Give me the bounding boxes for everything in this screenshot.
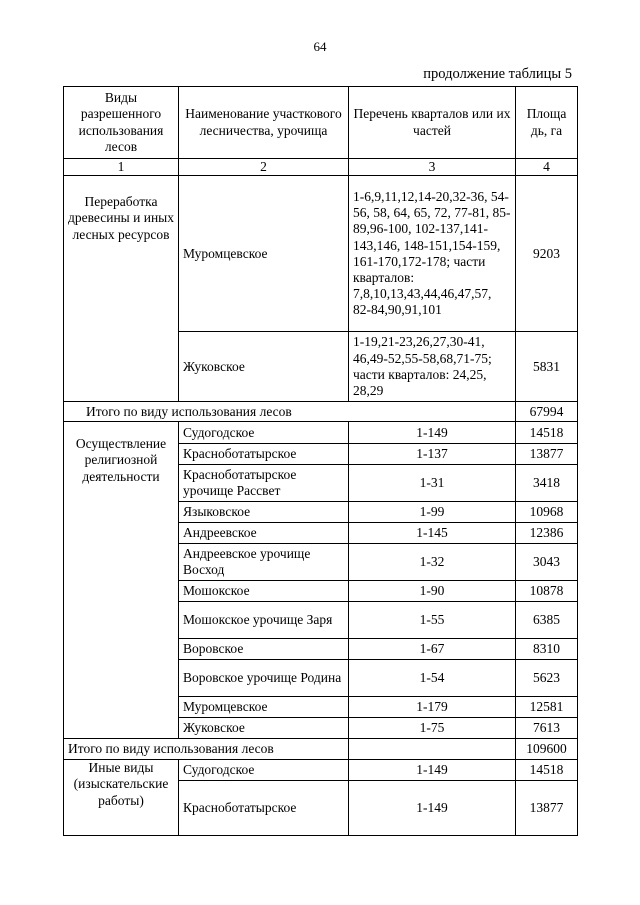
forestry-name: Красноботатырское bbox=[179, 444, 349, 465]
continuation-label: продолжение таблицы 5 bbox=[423, 66, 572, 82]
area-value: 13877 bbox=[516, 444, 578, 465]
quarters-list: 1-19,21-23,26,27,30-41, 46,49-52,55-58,68,71-75; части кварталов: 24,25, 28,29 bbox=[349, 332, 516, 402]
forestry-name: Мошокское bbox=[179, 581, 349, 602]
quarters-list: 1-31 bbox=[349, 465, 516, 502]
use-type-cell: Осуществление религиозной деятельности bbox=[64, 422, 179, 739]
quarters-list: 1-137 bbox=[349, 444, 516, 465]
forestry-name: Судогодское bbox=[179, 422, 349, 444]
forestry-name: Судогодское bbox=[179, 760, 349, 781]
area-value: 3418 bbox=[516, 465, 578, 502]
area-value: 5623 bbox=[516, 660, 578, 697]
forestry-name: Красноботатырское bbox=[179, 781, 349, 836]
area-value: 10968 bbox=[516, 502, 578, 523]
column-numbers-row bbox=[64, 159, 578, 176]
col-number: 2 bbox=[179, 159, 349, 176]
forestry-name: Муромцевское bbox=[179, 176, 349, 332]
quarters-list: 1-99 bbox=[349, 502, 516, 523]
area-value: 6385 bbox=[516, 602, 578, 639]
total-label: Итого по виду использования лесов bbox=[64, 402, 516, 422]
col-number: 3 bbox=[349, 159, 516, 176]
area-value: 12581 bbox=[516, 697, 578, 718]
header-use-type: Виды разрешенного использования лесов bbox=[64, 87, 179, 159]
quarters-list: 1-32 bbox=[349, 544, 516, 581]
total-label: Итого по виду использования лесов bbox=[64, 739, 349, 760]
quarters-list: 1-145 bbox=[349, 523, 516, 544]
forestry-name: Жуковское bbox=[179, 332, 349, 402]
area-value: 10878 bbox=[516, 581, 578, 602]
col-number: 1 bbox=[64, 159, 179, 176]
forestry-name: Жуковское bbox=[179, 718, 349, 739]
quarters-list: 1-149 bbox=[349, 422, 516, 444]
empty-cell bbox=[349, 739, 516, 760]
table-row bbox=[64, 422, 578, 444]
area-value: 3043 bbox=[516, 544, 578, 581]
table-row bbox=[64, 760, 578, 781]
area-value: 8310 bbox=[516, 639, 578, 660]
header-forestry-name: Наименование участкового лесничества, урочища bbox=[179, 87, 349, 159]
forestry-name: Воровское bbox=[179, 639, 349, 660]
quarters-list: 1-149 bbox=[349, 781, 516, 836]
area-value: 5831 bbox=[516, 332, 578, 402]
forestry-name: Муромцевское bbox=[179, 697, 349, 718]
quarters-list: 1-6,9,11,12,14-20,32-36, 54-56, 58, 64, 65, 72, 77-81, 85-89,96-100, 102-137,141-143,146, 148-151,154-159, 161-170,172-178; части кварталов: 7,8,10,13,43,44,46,47,57, 82-84,90,91,101 bbox=[349, 176, 516, 332]
quarters-list: 1-75 bbox=[349, 718, 516, 739]
forestry-name: Языковское bbox=[179, 502, 349, 523]
quarters-list: 1-149 bbox=[349, 760, 516, 781]
forestry-name: Андреевское урочище Восход bbox=[179, 544, 349, 581]
area-value: 9203 bbox=[516, 176, 578, 332]
forestry-name: Мошокское урочище Заря bbox=[179, 602, 349, 639]
page-number: 64 bbox=[313, 39, 327, 54]
quarters-list: 1-54 bbox=[349, 660, 516, 697]
area-value: 14518 bbox=[516, 422, 578, 444]
area-value: 14518 bbox=[516, 760, 578, 781]
use-type-cell: Иные виды (изыскательские работы) bbox=[64, 760, 179, 836]
table-row bbox=[64, 176, 578, 332]
total-area: 67994 bbox=[516, 402, 578, 422]
area-value: 13877 bbox=[516, 781, 578, 836]
header-quarters: Перечень кварталов или их частей bbox=[349, 87, 516, 159]
forestry-name: Красноботатырское урочище Рассвет bbox=[179, 465, 349, 502]
quarters-list: 1-179 bbox=[349, 697, 516, 718]
total-row bbox=[64, 739, 578, 760]
col-number: 4 bbox=[516, 159, 578, 176]
use-type-cell: Переработка древесины и иных лесных ресурсов bbox=[64, 176, 179, 402]
total-row bbox=[64, 402, 578, 422]
quarters-list: 1-67 bbox=[349, 639, 516, 660]
area-value: 7613 bbox=[516, 718, 578, 739]
header-row bbox=[64, 87, 578, 159]
total-area: 109600 bbox=[516, 739, 578, 760]
forestry-name: Воровское урочище Родина bbox=[179, 660, 349, 697]
forest-use-table bbox=[63, 86, 578, 836]
quarters-list: 1-90 bbox=[349, 581, 516, 602]
forestry-name: Андреевское bbox=[179, 523, 349, 544]
area-value: 12386 bbox=[516, 523, 578, 544]
header-area: Площа дь, га bbox=[516, 87, 578, 159]
quarters-list: 1-55 bbox=[349, 602, 516, 639]
